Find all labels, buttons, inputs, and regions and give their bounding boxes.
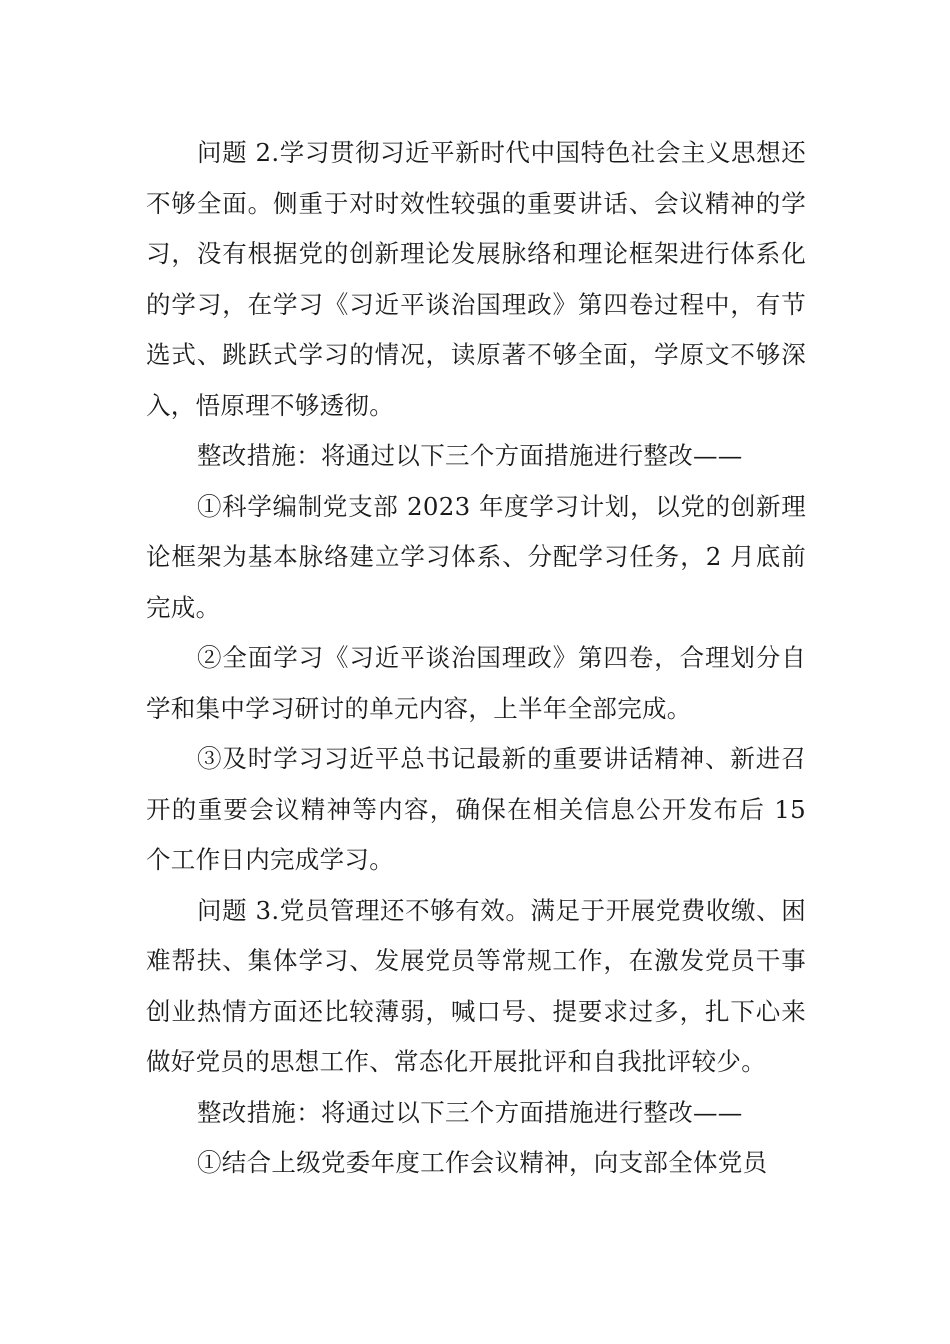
paragraph-measure-2: ②全面学习《习近平谈治国理政》第四卷，合理划分自学和集中学习研讨的单元内容，上半年全部完成。 xyxy=(146,643,806,723)
paragraph-rectification-intro-1: 整改措施：将通过以下三个方面措施进行整改—— xyxy=(197,441,743,470)
paragraph-measure-1: ①科学编制党支部 2023 年度学习计划，以党的创新理论框架为基本脉络建立学习体系、分配学习任务，2 月底前完成。 xyxy=(146,491,806,622)
paragraph-problem-2: 问题 2.学习贯彻习近平新时代中国特色社会主义思想还不够全面。侧重于对时效性较强的重要讲话、会议精神的学习，没有根据党的创新理论发展脉络和理论框架进行体系化的学习，在学习《习近平谈治国理政》第四卷过程中，有节选式、跳跃式学习的情况，读原著不够全面，学原文不够深入，悟原理不够透彻。 xyxy=(146,138,806,420)
document-body xyxy=(146,128,806,1189)
paragraph-problem-3: 问题 3.党员管理还不够有效。满足于开展党费收缴、困难帮扶、集体学习、发展党员等常规工作，在激发党员干事创业热情方面还比较薄弱，喊口号、提要求过多，扎下心来做好党员的思想工作、常态化开展批评和自我批评较少。 xyxy=(146,895,806,1076)
paragraph-rectification-intro-2: 整改措施：将通过以下三个方面措施进行整改—— xyxy=(197,1097,743,1127)
paragraph-measure-3: ③及时学习习近平总书记最新的重要讲话精神、新进召开的重要会议精神等内容，确保在相关信息公开发布后 15 个工作日内完成学习。 xyxy=(146,744,806,874)
paragraph-measure-1-problem-3: ①结合上级党委年度工作会议精神，向支部全体党员 xyxy=(197,1148,768,1177)
